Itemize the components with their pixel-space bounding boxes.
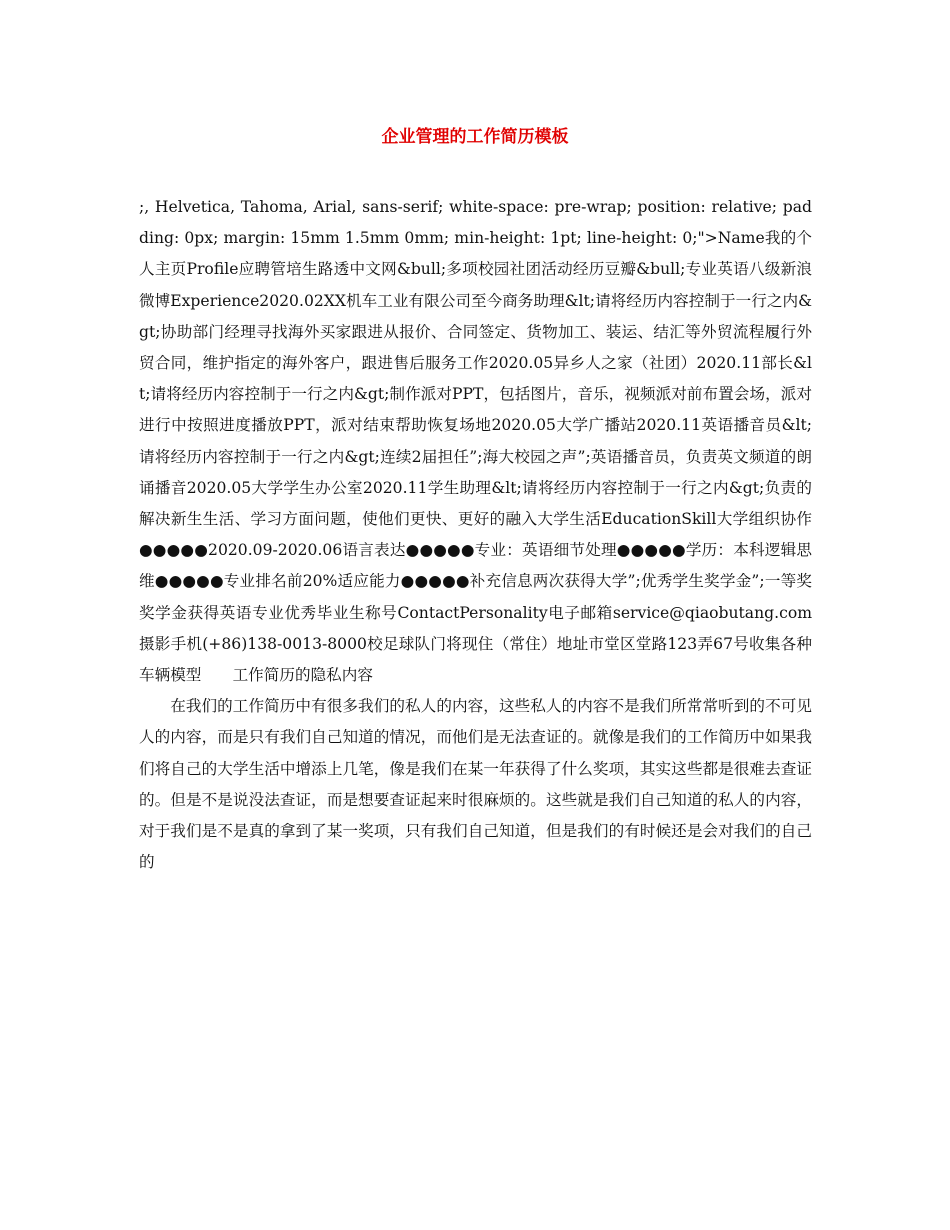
body-paragraph: 在我们的工作简历中有很多我们的私人的内容，这些私人的内容不是我们所常常听到的不可见人的内容，而是只有我们自己知道的情况，而他们是无法查证的。就像是我们的工作简历中如果我们将自己的大学生活中增添上几笔，像是我们在某一年获得了什么奖项，其实这些都是很难去查证的。但是不是说没法查证，而是想要查证起来时很麻烦的。这些就是我们自己知道的私人的内容，对于我们是不是真的拿到了某一奖项，只有我们自己知道，但是我们的有时候还是会对我们的自己的 bbox=[139, 697, 812, 872]
document-body bbox=[139, 192, 812, 878]
body-paragraph: ;, Helvetica, Tahoma, Arial, sans-serif; white-space: pre-wrap; position: relative; padding: 0px; margin: 15mm 1.5mm 0mm; min-height: 1pt; line-height: 0;">Name我的个人主页Profile应聘管培生路透中文网&bull;多项校园社团活动经历豆瓣&bull;专业英语八级新浪微博Experience2020.02XX机车工业有限公司至今商务助理&lt;请将经历内容控制于一行之内&gt;协助部门经理寻找海外买家跟进从报价、合同签定、货物加工、装运、结汇等外贸流程履行外贸合同，维护指定的海外客户，跟进售后服务工作2020.05异乡人之家（社团）2020.11部长&lt;请将经历内容控制于一行之内&gt;制作派对PPT，包括图片，音乐，视频派对前布置会场，派对进行中按照进度播放PPT，派对结束帮助恢复场地2020.05大学广播站2020.11英语播音员&lt;请将经历内容控制于一行之内&gt;连续2届担任”;海大校园之声”;英语播音员，负责英文频道的朗诵播音2020.05大学学生办公室2020.11学生助理&lt;请将经历内容控制于一行之内&gt;负责的解决新生生活、学习方面问题，使他们更快、更好的融入大学生活EducationSkill大学组织协作●●●●●2020.09-2020.06语言表达●●●●●专业：英语细节处理●●●●●学历：本科逻辑思维●●●●●专业排名前20%适应能力●●●●●补充信息两次获得大学”;优秀学生奖学金”;一等奖奖学金获得英语专业优秀毕业生称号ContactPersonality电子邮箱service@qiaobutang.com摄影手机(+86)138-0013-8000校足球队门将现住（常住）地址市堂区堂路123弄67号收集各种车辆模型 工作简历的隐私内容 bbox=[139, 198, 812, 685]
document-title: 企业管理的工作简历模板 bbox=[381, 127, 569, 147]
